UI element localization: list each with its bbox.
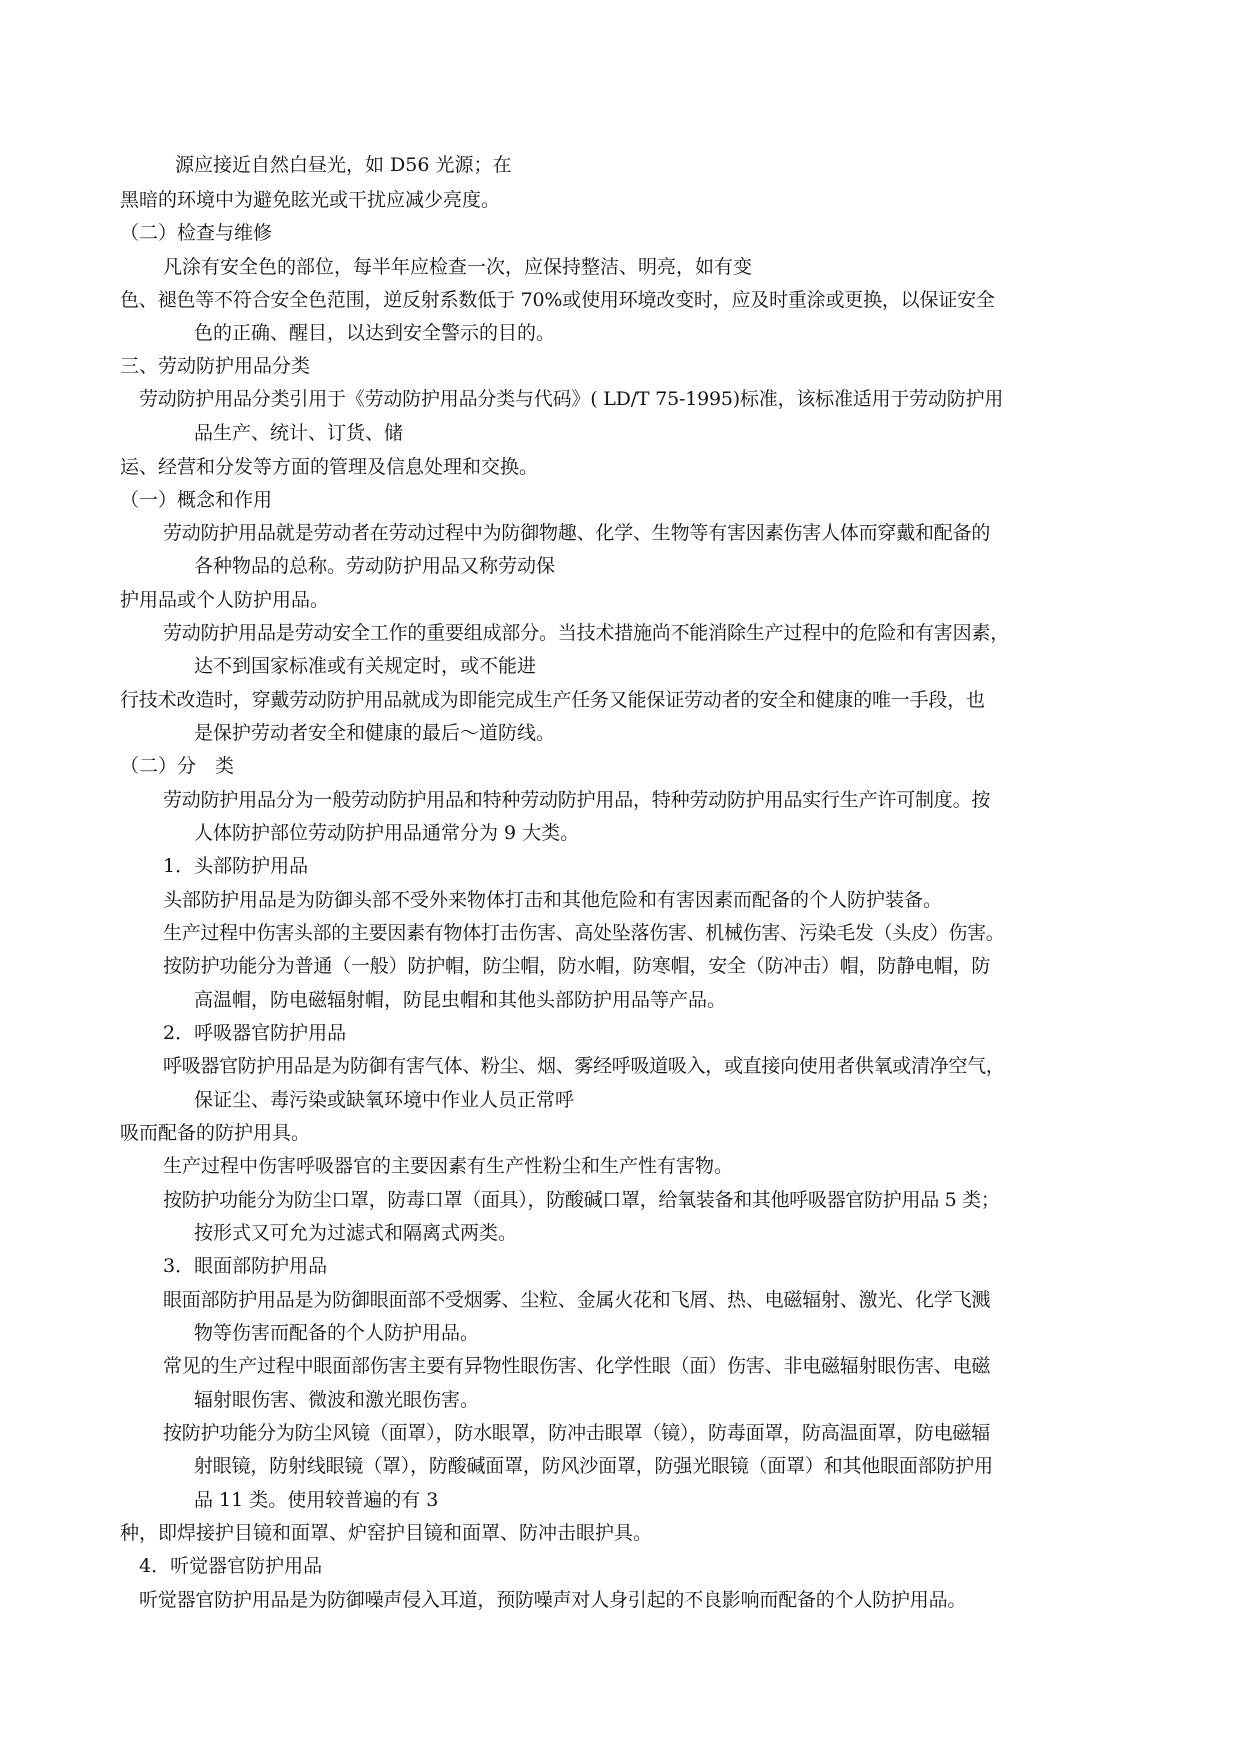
section-heading: 三、劳动防护用品分类 <box>120 355 311 377</box>
subsection-heading: 1．头部防护用品 <box>163 855 309 877</box>
text-line: 头部防护用品是为防御头部不受外来物体打击和其他危险和有害因素而配备的个人防护装备。 <box>163 889 943 911</box>
text-line: 种，即焊接护目镜和面罩、炉窑护目镜和面罩、防冲击眼护具。 <box>120 1522 653 1544</box>
section-heading: （一）概念和作用 <box>120 489 273 511</box>
text-line: 劳动防护用品分为一般劳动防护用品和特种劳动防护用品，特种劳动防护用品实行生产许可制度。按 <box>163 789 991 811</box>
section-heading: （二）检查与维修 <box>120 222 273 244</box>
text-line: 吸而配备的防护用具。 <box>120 1122 311 1144</box>
text-line: 达不到国家标准或有关规定时，或不能进 <box>194 655 537 677</box>
text-line: 呼吸器官防护用品是为防御有害气体、粉尘、烟、雾经呼吸道吸入，或直接向使用者供氧或清净空气， <box>163 1055 1005 1077</box>
text-line: 凡涂有安全色的部位，每半年应检查一次，应保持整洁、明亮，如有变 <box>163 256 753 278</box>
text-line: 劳动防护用品是劳动安全工作的重要组成部分。当技术措施尚不能消除生产过程中的危险和有害因素， <box>163 622 1010 644</box>
subsection-heading: 3．眼面部防护用品 <box>163 1255 328 1277</box>
text-line: 常见的生产过程中眼面部伤害主要有异物性眼伤害、化学性眼（面）伤害、非电磁辐射眼伤害、电磁 <box>163 1355 991 1377</box>
text-line: 色的正确、醒目，以达到安全警示的目的。 <box>194 322 556 344</box>
text-line: 眼面部防护用品是为防御眼面部不受烟雾、尘粒、金属火花和飞屑、热、电磁辐射、激光、化学飞溅 <box>163 1289 991 1311</box>
text-line: 护用品或个人防护用品。 <box>120 589 330 611</box>
subsection-heading: 2．呼吸器官防护用品 <box>163 1022 347 1044</box>
text-line: 黑暗的环境中为避免眩光或干扰应减少亮度。 <box>120 189 501 211</box>
text-line: 听觉器官防护用品是为防御噪声侵入耳道，预防噪声对人身引起的不良影响而配备的个人防护用品。 <box>139 1589 967 1611</box>
text-line: 辐射眼伤害、微波和激光眼伤害。 <box>194 1389 480 1411</box>
text-line: 品 11 类。使用较普遍的有 3 <box>194 1489 439 1511</box>
text-line: 是保护劳动者安全和健康的最后～道防线。 <box>194 722 556 744</box>
text-line: 生产过程中伤害头部的主要因素有物体打击伤害、高处坠落伤害、机械伤害、污染毛发（头皮）伤害。 <box>163 922 1005 944</box>
section-heading: （二）分 类 <box>120 755 235 777</box>
text-line: 物等伤害而配备的个人防护用品。 <box>194 1322 480 1344</box>
text-line: 各种物品的总称。劳动防护用品又称劳动保 <box>194 555 556 577</box>
text-line: 按防护功能分为防尘口罩，防毒口罩（面具），防酸碱口罩，给氧装备和其他呼吸器官防护用品 5 类； <box>163 1189 1000 1211</box>
text-line: 保证尘、毒污染或缺氧环境中作业人员正常呼 <box>194 1089 575 1111</box>
text-line: 劳动防护用品分类引用于《劳动防护用品分类与代码》( LD/T 75-1995)标准，该标准适用于劳动防护用 <box>139 388 1004 410</box>
text-line: 行技术改造时，穿戴劳动防护用品就成为即能完成生产任务又能保证劳动者的安全和健康的唯一手段，也 <box>120 689 985 711</box>
text-line: 高温帽，防电磁辐射帽，防昆虫帽和其他头部防护用品等产品。 <box>194 989 727 1011</box>
text-line: 按形式又可允为过滤式和隔离式两类。 <box>194 1222 518 1244</box>
text-line: 人体防护部位劳动防护用品通常分为 9 大类。 <box>194 822 580 844</box>
text-line: 按防护功能分为普通（一般）防护帽，防尘帽，防水帽，防寒帽，安全（防冲击）帽，防静电帽，防 <box>163 955 991 977</box>
text-line: 劳动防护用品就是劳动者在劳动过程中为防御物趣、化学、生物等有害因素伤害人体而穿戴和配备的 <box>163 522 991 544</box>
text-line: 运、经营和分发等方面的管理及信息处理和交换。 <box>120 456 539 478</box>
text-line: 生产过程中伤害呼吸器官的主要因素有生产性粉尘和生产性有害物。 <box>163 1155 734 1177</box>
subsection-heading: 4．听觉器官防护用品 <box>139 1555 323 1577</box>
text-line: 品生产、统计、订货、储 <box>194 422 404 444</box>
text-line: 射眼镜，防射线眼镜（罩），防酸碱面罩，防风沙面罩，防强光眼镜（面罩）和其他眼面部防护用 <box>194 1455 993 1477</box>
text-line: 色、褪色等不符合安全色范围，逆反射系数低于 70%或使用环境改变时，应及时重涂或更换，以保证安全 <box>120 289 995 311</box>
text-line: 按防护功能分为防尘风镜（面罩），防水眼罩，防冲击眼罩（镜），防毒面罩，防高温面罩，防电磁辐 <box>163 1422 991 1444</box>
text-line: 源应接近自然白昼光，如 D56 光源；在 <box>175 154 512 176</box>
